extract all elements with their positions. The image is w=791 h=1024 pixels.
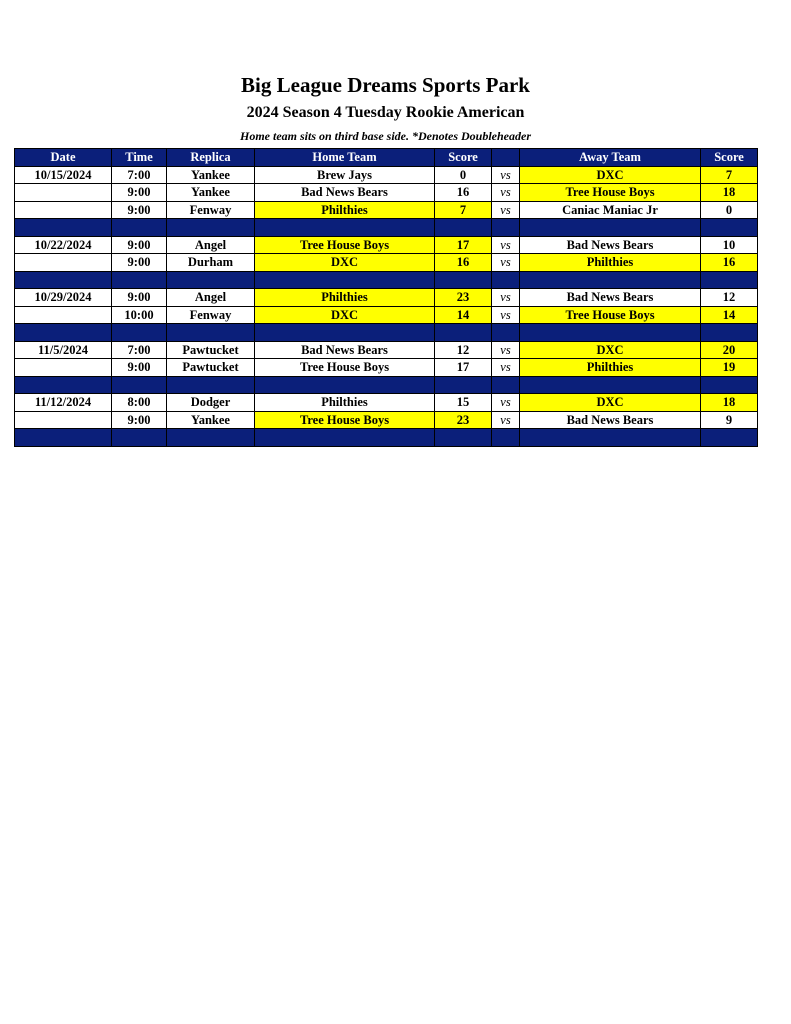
separator-cell [112,271,167,289]
separator-cell [15,376,112,394]
separator-cell [701,429,758,447]
away-score-cell: 10 [701,236,758,254]
separator-cell [701,376,758,394]
schedule-table [14,148,758,447]
time-cell: 9:00 [112,201,167,219]
separator-cell [255,429,435,447]
away-team-cell: DXC [520,341,701,359]
time-cell: 9:00 [112,411,167,429]
away-team-cell: Caniac Maniac Jr [520,201,701,219]
week-separator-row [15,219,758,237]
separator-cell [435,271,492,289]
separator-cell [492,324,520,342]
date-cell [15,306,112,324]
away-team-cell: Tree House Boys [520,306,701,324]
date-cell: 11/5/2024 [15,341,112,359]
separator-cell [112,219,167,237]
separator-cell [520,271,701,289]
time-cell: 9:00 [112,289,167,307]
separator-cell [112,376,167,394]
vs-cell: vs [492,411,520,429]
away-score-cell: 9 [701,411,758,429]
time-cell: 9:00 [112,236,167,254]
away-team-cell: Bad News Bears [520,289,701,307]
home-team-cell: DXC [255,254,435,272]
vs-cell: vs [492,201,520,219]
home-team-cell: Bad News Bears [255,184,435,202]
away-score-cell: 20 [701,341,758,359]
date-cell: 10/29/2024 [15,289,112,307]
home-team-cell: Philthies [255,289,435,307]
separator-cell [435,324,492,342]
home-score-cell: 17 [435,359,492,377]
week-separator-row [15,376,758,394]
replica-cell: Fenway [167,306,255,324]
away-score-cell: 12 [701,289,758,307]
home-score-cell: 15 [435,394,492,412]
separator-cell [112,429,167,447]
date-cell [15,411,112,429]
replica-cell: Durham [167,254,255,272]
replica-cell: Fenway [167,201,255,219]
home-score-cell: 16 [435,184,492,202]
date-cell [15,184,112,202]
replica-cell: Angel [167,289,255,307]
week-separator-row [15,324,758,342]
date-cell [15,359,112,377]
separator-cell [167,324,255,342]
game-row [15,359,758,377]
separator-cell [167,219,255,237]
time-cell: 8:00 [112,394,167,412]
game-row [15,306,758,324]
game-row [15,411,758,429]
date-cell: 10/22/2024 [15,236,112,254]
vs-cell: vs [492,289,520,307]
col-header-away-score: Score [701,149,758,167]
away-score-cell: 16 [701,254,758,272]
away-score-cell: 19 [701,359,758,377]
replica-cell: Pawtucket [167,359,255,377]
col-header-away-team: Away Team [520,149,701,167]
home-team-cell: Tree House Boys [255,411,435,429]
away-team-cell: Tree House Boys [520,184,701,202]
separator-cell [15,429,112,447]
away-team-cell: Bad News Bears [520,236,701,254]
home-score-cell: 14 [435,306,492,324]
game-row [15,201,758,219]
separator-cell [492,219,520,237]
home-score-cell: 23 [435,289,492,307]
replica-cell: Yankee [167,184,255,202]
separator-cell [520,219,701,237]
col-header-time: Time [112,149,167,167]
col-header-home-team: Home Team [255,149,435,167]
separator-cell [167,429,255,447]
separator-cell [492,271,520,289]
separator-cell [520,324,701,342]
replica-cell: Angel [167,236,255,254]
separator-cell [701,324,758,342]
away-score-cell: 14 [701,306,758,324]
time-cell: 7:00 [112,341,167,359]
replica-cell: Yankee [167,166,255,184]
away-score-cell: 18 [701,184,758,202]
game-row [15,236,758,254]
home-score-cell: 16 [435,254,492,272]
away-score-cell: 18 [701,394,758,412]
separator-cell [435,219,492,237]
home-team-cell: Philthies [255,201,435,219]
separator-cell [167,376,255,394]
vs-cell: vs [492,359,520,377]
separator-cell [167,271,255,289]
replica-cell: Yankee [167,411,255,429]
date-cell: 10/15/2024 [15,166,112,184]
time-cell: 7:00 [112,166,167,184]
game-row [15,394,758,412]
home-team-cell: DXC [255,306,435,324]
separator-cell [255,376,435,394]
away-team-cell: DXC [520,166,701,184]
home-team-cell: Tree House Boys [255,359,435,377]
time-cell: 9:00 [112,359,167,377]
away-team-cell: Philthies [520,254,701,272]
separator-cell [15,324,112,342]
home-team-cell: Philthies [255,394,435,412]
away-team-cell: DXC [520,394,701,412]
separator-cell [520,429,701,447]
vs-cell: vs [492,184,520,202]
separator-cell [435,376,492,394]
vs-cell: vs [492,394,520,412]
separator-cell [112,324,167,342]
home-score-cell: 17 [435,236,492,254]
vs-cell: vs [492,306,520,324]
col-header-replica: Replica [167,149,255,167]
vs-cell: vs [492,236,520,254]
separator-cell [492,429,520,447]
home-team-cell: Bad News Bears [255,341,435,359]
home-score-cell: 7 [435,201,492,219]
page-title: Big League Dreams Sports Park [241,73,530,97]
away-score-cell: 7 [701,166,758,184]
vs-cell: vs [492,341,520,359]
week-separator-row [15,271,758,289]
separator-cell [435,429,492,447]
date-cell [15,254,112,272]
time-cell: 9:00 [112,184,167,202]
game-row [15,341,758,359]
col-header-home-score: Score [435,149,492,167]
game-row [15,254,758,272]
page-note: Home team sits on third base side. *Denotes Doubleheader [240,129,531,143]
home-score-cell: 0 [435,166,492,184]
home-team-cell: Brew Jays [255,166,435,184]
separator-cell [255,219,435,237]
home-score-cell: 12 [435,341,492,359]
date-cell: 11/12/2024 [15,394,112,412]
col-header-vs [492,149,520,167]
away-team-cell: Philthies [520,359,701,377]
vs-cell: vs [492,166,520,184]
vs-cell: vs [492,254,520,272]
away-team-cell: Bad News Bears [520,411,701,429]
page-subtitle: 2024 Season 4 Tuesday Rookie American [246,104,525,121]
col-header-date: Date [15,149,112,167]
header-row [15,149,758,167]
week-separator-row [15,429,758,447]
time-cell: 9:00 [112,254,167,272]
separator-cell [520,376,701,394]
game-row [15,289,758,307]
game-row [15,184,758,202]
separator-cell [15,271,112,289]
replica-cell: Dodger [167,394,255,412]
separator-cell [701,219,758,237]
home-team-cell: Tree House Boys [255,236,435,254]
away-score-cell: 0 [701,201,758,219]
separator-cell [255,271,435,289]
separator-cell [492,376,520,394]
game-row [15,166,758,184]
separator-cell [701,271,758,289]
replica-cell: Pawtucket [167,341,255,359]
date-cell [15,201,112,219]
home-score-cell: 23 [435,411,492,429]
separator-cell [15,219,112,237]
separator-cell [255,324,435,342]
time-cell: 10:00 [112,306,167,324]
